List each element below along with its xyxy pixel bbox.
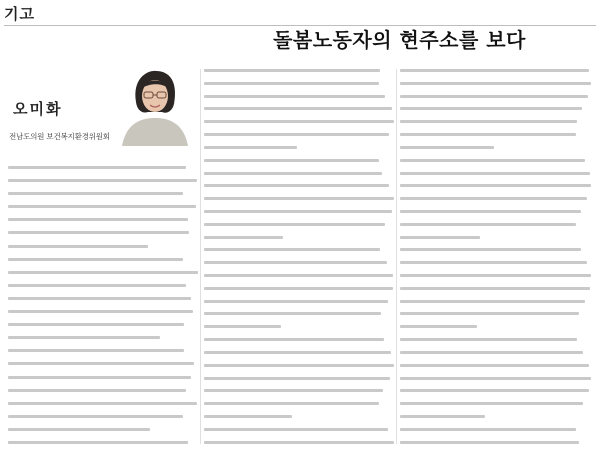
body-text-line-placeholder (400, 223, 576, 226)
body-text-line-placeholder (400, 402, 583, 405)
body-text-line-placeholder (400, 351, 583, 354)
body-text-line-placeholder (400, 172, 590, 175)
body-text-line-placeholder (8, 218, 188, 221)
body-text-line-placeholder (8, 310, 193, 313)
body-text-line-placeholder (204, 402, 379, 405)
body-text-line-placeholder (204, 312, 381, 315)
body-text-line-placeholder (8, 323, 184, 326)
body-text-line-placeholder (400, 261, 587, 264)
body-text-line-placeholder (400, 159, 585, 162)
body-text-line-placeholder (400, 236, 480, 239)
body-text-line-placeholder (204, 325, 281, 328)
column-divider (200, 69, 201, 444)
body-text-line-placeholder (8, 271, 198, 274)
body-text-line-placeholder (204, 287, 393, 290)
body-text-line-placeholder (204, 389, 383, 392)
body-text-line-placeholder (8, 284, 186, 287)
body-text-line-placeholder (204, 274, 393, 277)
body-text-line-placeholder (8, 402, 197, 405)
body-text-line-placeholder (204, 172, 382, 175)
body-text-line-placeholder (400, 274, 591, 277)
body-text-line-placeholder (8, 428, 150, 431)
author-title: 전남도의원 보건복지환경위원회 (9, 132, 110, 141)
body-text-line-placeholder (400, 69, 589, 72)
body-text-line-placeholder (8, 231, 189, 234)
body-text-line-placeholder (400, 325, 477, 328)
body-text-line-placeholder (8, 297, 191, 300)
body-text-line-placeholder (204, 428, 388, 431)
body-text-line-placeholder (8, 349, 184, 352)
body-text-line-placeholder (8, 389, 186, 392)
body-text-line-placeholder (204, 82, 379, 85)
body-text-line-placeholder (204, 197, 394, 200)
body-text-line-placeholder (8, 441, 188, 444)
body-text-line-placeholder (8, 415, 183, 418)
body-text-line-placeholder (204, 133, 389, 136)
column-3-body (400, 69, 591, 444)
body-text-line-placeholder (204, 69, 380, 72)
body-text-line-placeholder (400, 210, 581, 213)
body-text-line-placeholder (400, 312, 579, 315)
body-text-line-placeholder (400, 338, 577, 341)
body-text-line-placeholder (400, 107, 582, 110)
body-text-line-placeholder (400, 415, 485, 418)
body-text-line-placeholder (8, 166, 186, 169)
body-text-line-placeholder (8, 245, 148, 248)
body-text-line-placeholder (400, 248, 581, 251)
body-text-line-placeholder (204, 377, 390, 380)
column-2-body (204, 69, 394, 444)
body-text-line-placeholder (204, 248, 380, 251)
body-text-line-placeholder (400, 197, 587, 200)
body-text-line-placeholder (204, 159, 379, 162)
body-text-line-placeholder (400, 428, 576, 431)
body-text-line-placeholder (400, 184, 591, 187)
body-text-line-placeholder (204, 351, 391, 354)
body-text-line-placeholder (204, 415, 292, 418)
body-text-line-placeholder (204, 95, 385, 98)
body-text-line-placeholder (8, 179, 197, 182)
body-text-line-placeholder (400, 377, 591, 380)
body-text-line-placeholder (204, 338, 384, 341)
author-photo (122, 68, 188, 146)
body-text-line-placeholder (204, 364, 394, 367)
body-text-line-placeholder (400, 95, 588, 98)
body-text-line-placeholder (8, 376, 191, 379)
body-text-line-placeholder (400, 300, 585, 303)
body-text-line-placeholder (8, 336, 160, 339)
body-text-line-placeholder (204, 146, 297, 149)
body-text-line-placeholder (400, 441, 579, 444)
body-text-line-placeholder (204, 261, 387, 264)
body-text-line-placeholder (8, 362, 194, 365)
body-text-line-placeholder (204, 107, 392, 110)
body-text-line-placeholder (400, 133, 576, 136)
body-text-line-placeholder (8, 258, 183, 261)
body-text-line-placeholder (204, 236, 283, 239)
body-text-line-placeholder (400, 389, 589, 392)
body-text-line-placeholder (204, 184, 389, 187)
column-divider (396, 69, 397, 444)
body-text-line-placeholder (400, 287, 590, 290)
author-name: 오미화 (13, 100, 63, 118)
body-text-line-placeholder (204, 223, 385, 226)
section-label: 기고 (4, 5, 35, 23)
body-text-line-placeholder (204, 441, 394, 444)
body-text-line-placeholder (400, 120, 577, 123)
body-text-line-placeholder (204, 210, 392, 213)
body-text-line-placeholder (400, 364, 589, 367)
column-1-body (8, 166, 198, 444)
body-text-line-placeholder (8, 192, 183, 195)
body-text-line-placeholder (400, 82, 591, 85)
headline: 돌봄노동자의 현주소를 보다 (273, 28, 526, 52)
body-text-line-placeholder (204, 300, 388, 303)
body-text-line-placeholder (204, 120, 394, 123)
body-text-line-placeholder (8, 205, 196, 208)
body-text-line-placeholder (400, 146, 494, 149)
